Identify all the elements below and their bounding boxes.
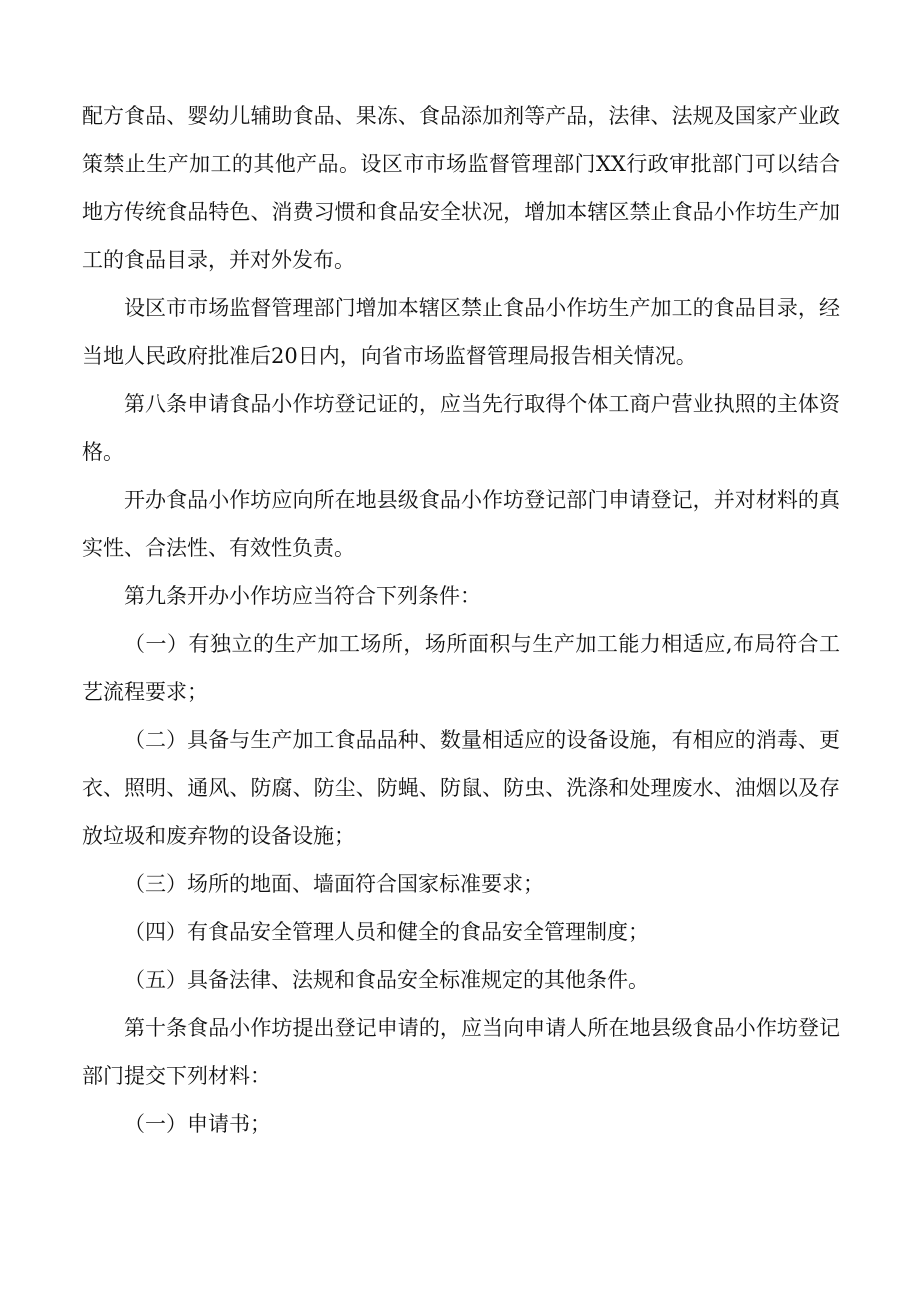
list-item-condition-5: （五）具备法律、法规和食品安全标准规定的其他条件。 — [124, 968, 649, 992]
list-item-condition-3: （三）场所的地面、墙面符合国家标准要求； — [124, 872, 544, 896]
paragraph-registration-application: 开办食品小作坊应向所在地县级食品小作坊登记部门申请登记，并对材料的真实性、合法性、有效性负责。 — [82, 488, 840, 560]
list-item-condition-1: （一）有独立的生产加工场所，场所面积与生产加工能力相适应,布局符合工艺流程要求； — [82, 632, 840, 704]
list-item-condition-4: （四）有食品安全管理人员和健全的食品安全管理制度； — [124, 920, 649, 944]
paragraph-article-9: 第九条开办小作坊应当符合下列条件： — [124, 584, 481, 608]
paragraph-article-10: 第十条食品小作坊提出登记申请的，应当向申请人所在地县级食品小作坊登记部门提交下列材料： — [82, 1016, 840, 1088]
list-item-condition-2: （二）具备与生产加工食品品种、数量相适应的设备设施，有相应的消毒、更衣、照明、通风、防腐、防尘、防蝇、防鼠、防虫、洗涤和处理废水、油烟以及存放垃圾和废弃物的设备设施； — [82, 728, 840, 848]
paragraph-food-catalog-report: 设区市市场监督管理部门增加本辖区禁止食品小作坊生产加工的食品目录，经当地人民政府批准后20日内，向省市场监督管理局报告相关情况。 — [82, 296, 840, 368]
paragraph-article-8: 第八条申请食品小作坊登记证的，应当先行取得个体工商户营业执照的主体资格。 — [82, 392, 840, 464]
paragraph-continuation: 配方食品、婴幼儿辅助食品、果冻、食品添加剂等产品，法律、法规及国家产业政策禁止生产加工的其他产品。设区市市场监督管理部门XX行政审批部门可以结合地方传统食品特色、消费习惯和食品安全状况，增加本辖区禁止食品小作坊生产加工的食品目录，并对外发布。 — [82, 104, 840, 272]
list-item-material-1: （一）申请书； — [124, 1112, 271, 1136]
